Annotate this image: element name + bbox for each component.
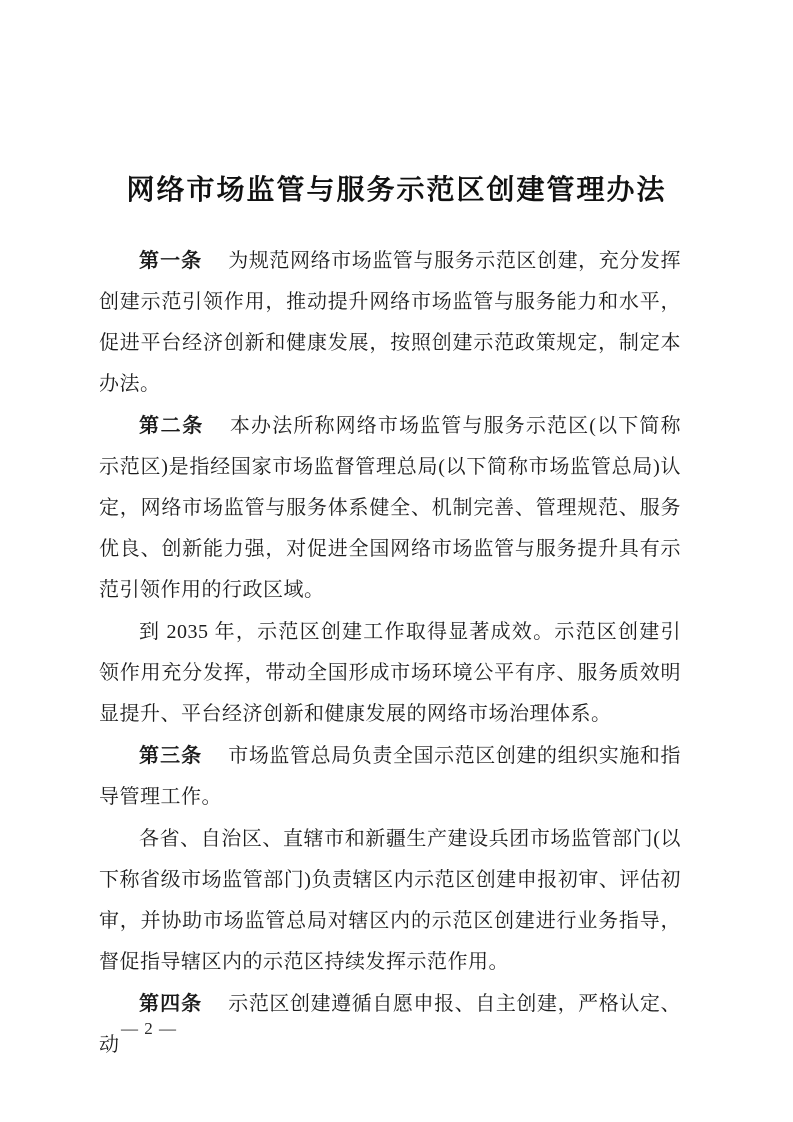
page-number: — 2 — bbox=[121, 1019, 177, 1038]
paragraph-2035-goal bbox=[99, 611, 681, 735]
paragraph-text: 示范区创建遵循自愿申报、自主创建，严格认定、动 bbox=[99, 993, 681, 1056]
paragraph-text: 到 2035 年，示范区创建工作取得显著成效。示范区创建引领作用充分发挥，带动全国形成市场环境公平有序、服务质效明显提升、平台经济创新和健康发展的网络市场治理体系。 bbox=[99, 621, 681, 725]
article-label: 第三条 bbox=[139, 743, 203, 767]
paragraph-article-2 bbox=[99, 405, 681, 611]
document-body bbox=[99, 240, 681, 1066]
paragraph-text: 市场监管总局负责全国示范区创建的组织实施和指导管理工作。 bbox=[99, 745, 681, 808]
article-label: 第二条 bbox=[139, 413, 204, 437]
paragraph-article-1 bbox=[99, 240, 681, 405]
paragraph-text: 各省、自治区、直辖市和新疆生产建设兵团市场监管部门(以下称省级市场监管部门)负责辖区内示范区创建申报初审、评估初审，并协助市场监管总局对辖区内的示范区创建进行业务指导，督促指导辖区内的示范区持续发挥示范作用。 bbox=[99, 828, 681, 973]
article-label: 第四条 bbox=[139, 991, 203, 1015]
document-title: 网络市场监管与服务示范区创建管理办法 bbox=[126, 173, 667, 206]
paragraph-text: 本办法所称网络市场监管与服务示范区(以下简称示范区)是指经国家市场监督管理总局(以下简称市场监管总局)认定，网络市场监管与服务体系健全、机制完善、管理规范、服务优良、创新能力强，对促进全国网络市场监管与服务提升具有示范引领作用的行政区域。 bbox=[99, 415, 681, 601]
paragraph-text: 为规范网络市场监管与服务示范区创建，充分发挥创建示范引领作用，推动提升网络市场监管与服务能力和水平，促进平台经济创新和健康发展，按照创建示范政策规定，制定本办法。 bbox=[99, 250, 681, 395]
paragraph-provincial-duties bbox=[99, 818, 681, 983]
article-label: 第一条 bbox=[139, 248, 203, 272]
paragraph-article-4 bbox=[99, 983, 681, 1066]
paragraph-article-3 bbox=[99, 735, 681, 818]
